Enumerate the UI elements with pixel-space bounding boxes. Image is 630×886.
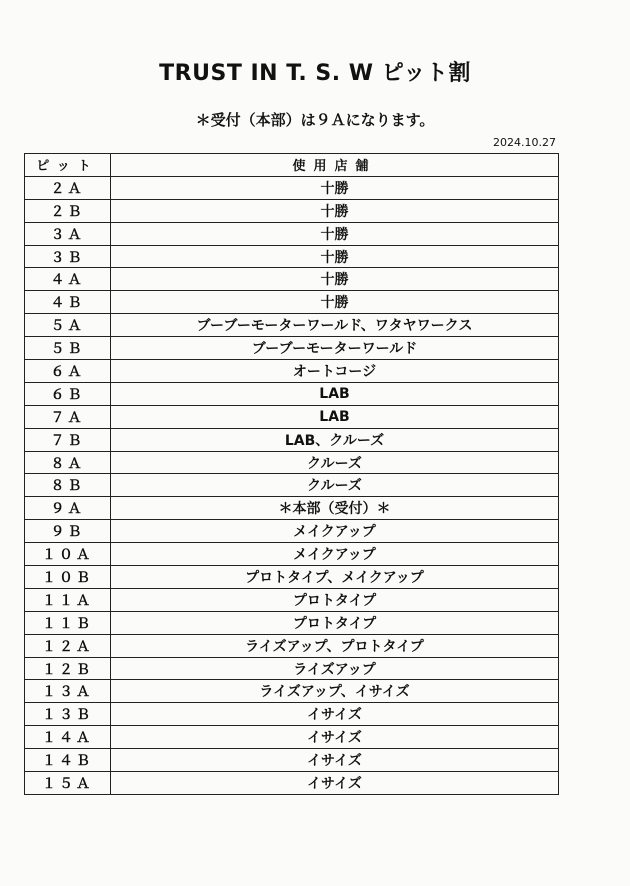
table-row: [25, 199, 559, 222]
pit-assignment-table: [24, 153, 559, 795]
store-cell: イサイズ: [111, 726, 559, 749]
store-cell: 十勝: [111, 245, 559, 268]
pit-cell: １３Ｂ: [25, 703, 111, 726]
store-cell: LAB: [111, 405, 559, 428]
header-store: 使用店舗: [111, 154, 559, 177]
pit-cell: ４Ａ: [25, 268, 111, 291]
pit-cell: １４Ａ: [25, 726, 111, 749]
store-cell: ライズアップ、イサイズ: [111, 680, 559, 703]
table-row: [25, 451, 559, 474]
store-cell: ライズアップ: [111, 657, 559, 680]
table-row: [25, 382, 559, 405]
pit-cell: ９Ａ: [25, 497, 111, 520]
table-row: [25, 291, 559, 314]
table-row: [25, 337, 559, 360]
pit-cell: ８Ｂ: [25, 474, 111, 497]
pit-cell: ３Ａ: [25, 222, 111, 245]
store-cell: オートコージ: [111, 360, 559, 383]
table-row: [25, 360, 559, 383]
table-row: [25, 245, 559, 268]
table-row: [25, 268, 559, 291]
table-row: [25, 611, 559, 634]
table-row: [25, 726, 559, 749]
store-cell: LAB、クルーズ: [111, 428, 559, 451]
store-cell: プロトタイプ、メイクアップ: [111, 566, 559, 589]
table-row: [25, 703, 559, 726]
table-row: [25, 634, 559, 657]
pit-cell: ２Ａ: [25, 176, 111, 199]
table-row: [25, 749, 559, 772]
pit-cell: ６Ａ: [25, 360, 111, 383]
store-cell: 十勝: [111, 291, 559, 314]
table-row: [25, 428, 559, 451]
table-row: [25, 520, 559, 543]
document-date: 2024.10.27: [493, 136, 556, 149]
pit-cell: １５Ａ: [25, 772, 111, 795]
pit-cell: １１Ａ: [25, 588, 111, 611]
reception-note: ＊受付（本部）は９Ａになります。: [195, 111, 435, 129]
store-cell: クルーズ: [111, 474, 559, 497]
store-cell: LAB: [111, 382, 559, 405]
table-row: [25, 680, 559, 703]
table-row: [25, 176, 559, 199]
store-cell: 十勝: [111, 199, 559, 222]
pit-cell: １２Ｂ: [25, 657, 111, 680]
store-cell: イサイズ: [111, 749, 559, 772]
header-pit: ピット: [25, 154, 111, 177]
pit-cell: ７Ｂ: [25, 428, 111, 451]
store-cell: クルーズ: [111, 451, 559, 474]
pit-cell: １２Ａ: [25, 634, 111, 657]
store-cell: 十勝: [111, 268, 559, 291]
table-row: [25, 474, 559, 497]
table-row: [25, 222, 559, 245]
pit-cell: ５Ａ: [25, 314, 111, 337]
pit-cell: ７Ａ: [25, 405, 111, 428]
pit-cell: １３Ａ: [25, 680, 111, 703]
store-cell: プロトタイプ: [111, 611, 559, 634]
page-title: TRUST IN T. S. W ピット割: [159, 61, 471, 86]
pit-cell: ３Ｂ: [25, 245, 111, 268]
pit-cell: １０Ａ: [25, 543, 111, 566]
table-header-row: [25, 154, 559, 177]
store-cell: ＊本部（受付）＊: [111, 497, 559, 520]
table-row: [25, 314, 559, 337]
pit-cell: ５Ｂ: [25, 337, 111, 360]
pit-cell: １０Ｂ: [25, 566, 111, 589]
store-cell: 十勝: [111, 222, 559, 245]
store-cell: イサイズ: [111, 772, 559, 795]
store-cell: ライズアップ、プロトタイプ: [111, 634, 559, 657]
table-row: [25, 772, 559, 795]
store-cell: 十勝: [111, 176, 559, 199]
table-row: [25, 566, 559, 589]
table-row: [25, 405, 559, 428]
pit-cell: ４Ｂ: [25, 291, 111, 314]
table-row: [25, 588, 559, 611]
pit-cell: ２Ｂ: [25, 199, 111, 222]
store-cell: メイクアップ: [111, 543, 559, 566]
pit-cell: ９Ｂ: [25, 520, 111, 543]
pit-cell: １４Ｂ: [25, 749, 111, 772]
store-cell: プロトタイプ: [111, 588, 559, 611]
pit-cell: ６Ｂ: [25, 382, 111, 405]
table-row: [25, 497, 559, 520]
store-cell: ブーブーモーターワールド: [111, 337, 559, 360]
store-cell: メイクアップ: [111, 520, 559, 543]
store-cell: ブーブーモーターワールド、ワタヤワークス: [111, 314, 559, 337]
pit-cell: ８Ａ: [25, 451, 111, 474]
table-row: [25, 657, 559, 680]
table-row: [25, 543, 559, 566]
store-cell: イサイズ: [111, 703, 559, 726]
pit-cell: １１Ｂ: [25, 611, 111, 634]
